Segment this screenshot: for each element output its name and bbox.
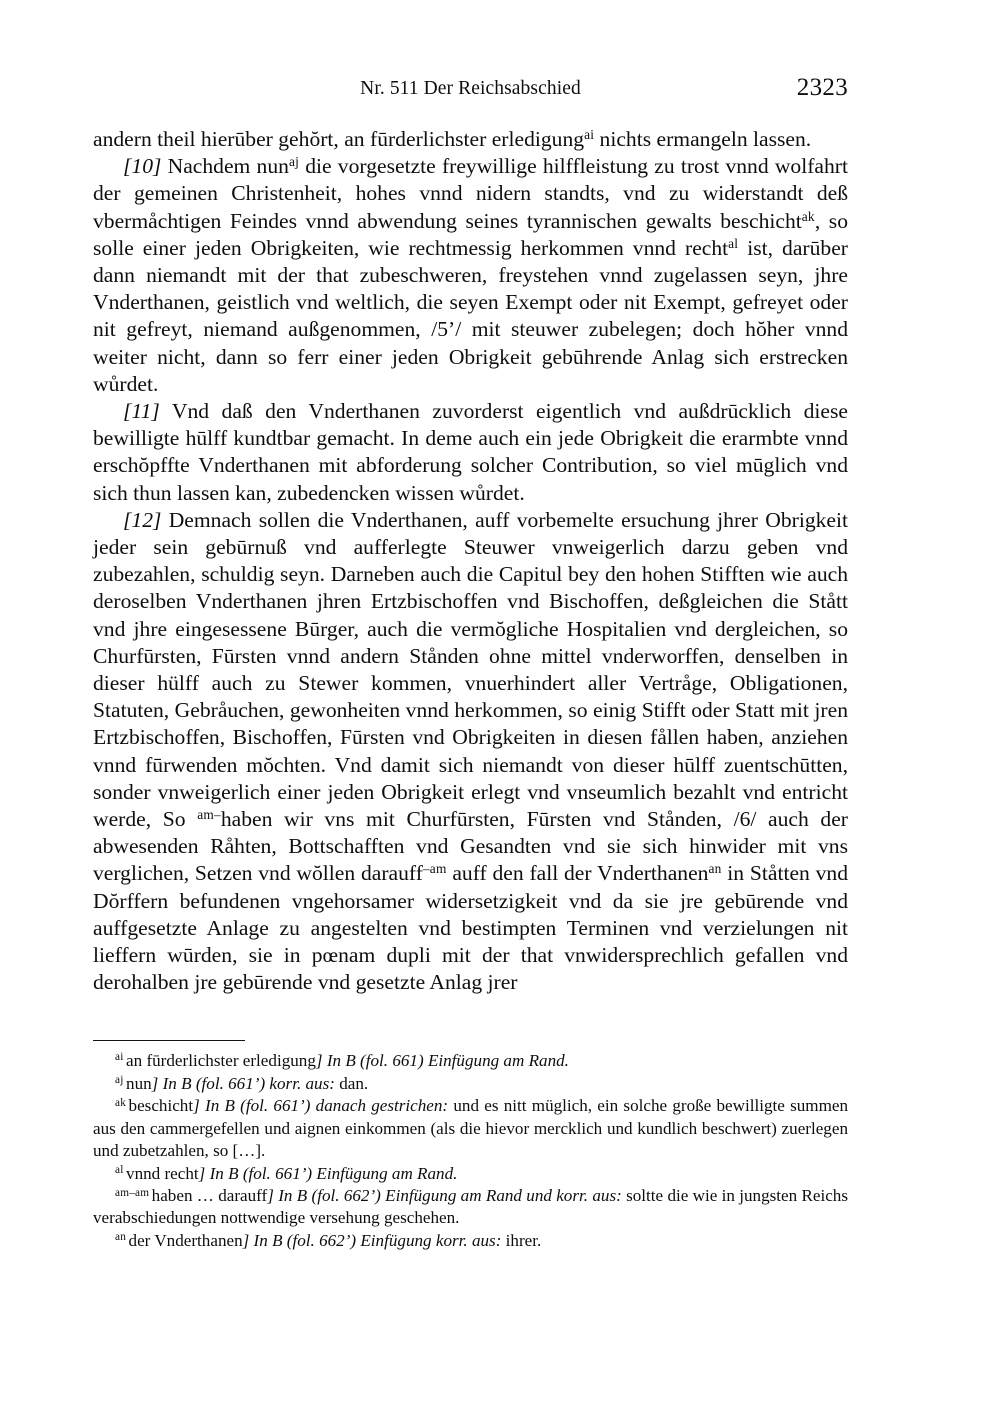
apparatus-siglum: am–	[197, 807, 221, 823]
paragraph-12	[93, 507, 848, 997]
lemma-bracket: ]	[315, 1051, 323, 1070]
running-head-title: Nr. 511 Der Reichsabschied	[360, 78, 581, 99]
apparatus-siglum: an	[708, 861, 722, 877]
footnote-siglum: ak	[115, 1096, 127, 1109]
lemma-text: und es nitt müglich, ein solche große bewilligte summen aus den cammergefellen und aignen einkommen (als die hievor mercklich und kundlich beschwert) zuerlegen und zubetzahlen, so […].	[93, 1096, 849, 1160]
page-number: 2323	[796, 74, 848, 101]
lemma-bracket: ]	[198, 1163, 206, 1183]
lemma-text: haben … darauff	[151, 1186, 268, 1206]
text-run: haben wir vns mit Churfūrsten, Fūrsten vnd Stånden,	[220, 807, 734, 832]
editorial-comment: In B (fol. 661’) korr. aus:	[158, 1073, 335, 1093]
lemma-text: vnnd recht	[126, 1163, 199, 1183]
note-ak	[93, 1095, 848, 1162]
text-run: mit steuwer zubelegen; doch hŏher vnnd weiter nicht, dann so ferr einer jeden Obrigkeit gebūhrende Anlag sich erstrecken wůrdet.	[93, 317, 849, 396]
text-run: ist, darūber dann niemandt mit der that zubeschweren, freystehen vnnd zugelassen seyn, jhre Vnderthanen, geistlich vnd weltlich, die seyen Exempt oder nit Exempt, gefreyet oder nit gefreyt, niemand außgenommen,	[93, 235, 848, 342]
footnote-list	[93, 1050, 848, 1252]
footnote-siglum: am–am	[115, 1186, 150, 1199]
paragraph-number: [10]	[123, 154, 162, 179]
paragraph-10	[93, 153, 848, 398]
footnote-separator-rule	[93, 1040, 245, 1041]
folio-marker: /6/	[733, 807, 757, 832]
apparatus-siglum: –am	[422, 861, 447, 877]
text-run: nichts ermangeln lassen.	[594, 127, 812, 151]
text-run: in Ståtten vnd Dŏrffern befundenen vngehorsamer widersetzigkeit vnd da sie jre gebūrende vnd auffgesetzte Anlage zu angestelten vnd bestimpten Terminen vnd verzielungen nit lieffern wūrden, sie in pœnam dupli mit der that vnwidersprechlich gefallen vnd derohalben jre gebūrende vnd gesetzte Anlag jrer	[93, 861, 849, 995]
running-head	[93, 74, 848, 124]
footnote-siglum: al	[115, 1163, 124, 1176]
note-aj	[93, 1073, 848, 1095]
editorial-comment: In B (fol. 661’) danach gestrichen:	[199, 1096, 449, 1116]
text-run: die vorgesetzte freywillige hilffleistung zu trost vnnd wolfahrt der gemeinen Christenheit, hohes vnnd nidern standts, vnd zu widerstandt deß vbermåchtigen Feindes vnnd abwendung seines tyrannischen gewalts beschicht	[93, 154, 848, 233]
folio-marker: /5’/	[431, 317, 462, 342]
note-al	[93, 1163, 848, 1185]
text-run: auch der abwesenden Råhten, Bottschafften vnd Gesandten vnd sie sich hinwider mit vns verglichen, Setzen vnd wŏllen darauff	[93, 807, 848, 886]
editorial-comment: In B (fol. 661’) Einfügung am Rand.	[205, 1163, 458, 1183]
text-run: andern theil hierūber gehŏrt, an fūrderlichster erledigung	[93, 127, 585, 151]
lemma-text: an fūrderlichster erledigung	[126, 1051, 316, 1070]
footnote-siglum: aj	[115, 1074, 124, 1087]
paragraph-number: [11]	[123, 399, 160, 424]
apparatus-siglum: ak	[801, 208, 815, 224]
continued-paragraph	[93, 126, 848, 153]
editorial-comment: In B (fol. 662’) Einfügung am Rand und korr. aus:	[273, 1186, 622, 1206]
body-text	[93, 126, 848, 997]
note-ai	[93, 1050, 848, 1072]
lemma-text: ihrer.	[501, 1231, 542, 1251]
lemma-text: beschicht	[128, 1096, 194, 1116]
paragraph-11	[93, 398, 848, 507]
lemma-bracket: ]	[193, 1096, 200, 1116]
text-run: , so solle einer jeden Obrigkeiten, wie rechtmessig herkommen vnnd recht	[93, 208, 848, 260]
lemma-bracket: ]	[151, 1073, 159, 1093]
document-page	[93, 0, 848, 1418]
lemma-text: dan.	[334, 1073, 369, 1093]
lemma-text: soltte die wie in jungsten Reichs verabschiedungen nottwendige versehung geschehen.	[93, 1186, 848, 1228]
note-am	[93, 1185, 848, 1229]
footnote-apparatus	[93, 1040, 848, 1253]
text-run: Demnach sollen die Vnderthanen, auff vorbemelte ersuchung jhrer Obrigkeit jeder sein gebūrnuß vnd aufferlegte Steuwer vnweigerlich darzu geben vnd zubezahlen, schuldig seyn. Darneben auch die Capitul bey den hohen Stifften wie auch deroselben Vnderthanen jhren Ertzbischoffen vnd Bischoffen, deßgleichen die Stått vnd jhre eingesessene Būrger, auch die vermŏgliche Hospitalien vnd dergleichen, so Churfūrsten, Fūrsten vnnd andern Stånden ohne mittel vnderworffen, denselben in dieser hülff auch zu Stewer kommen, vnuerhindert aller Vertråge, Obligationen, Statuten, Gebråuchen, gewonheiten vnnd herkommen, so einig Stifft oder Statt mit jren Ertzbischoffen, Bischoffen, Fūrsten vnd Obrigkeiten in diesen fållen haben, anziehen vnnd fūrwenden mŏchten. Vnd damit sich niemandt von dieser hūlff zuentschūtten, sonder vnweigerlich einer jeden Obrigkeit erlegt vnd vnseumlich bezahlt vnd entricht werde, So	[93, 507, 848, 832]
footnote-siglum: an	[115, 1231, 127, 1244]
lemma-bracket: ]	[242, 1231, 250, 1251]
editorial-comment: In B (fol. 661) Einfügung am Rand.	[322, 1051, 569, 1070]
lemma-text: nun	[126, 1073, 152, 1093]
apparatus-siglum: ai	[584, 127, 595, 143]
footnote-siglum: ai	[115, 1051, 124, 1064]
editorial-comment: In B (fol. 662’) Einfügung korr. aus:	[249, 1231, 502, 1251]
apparatus-siglum: aj	[288, 154, 300, 170]
paragraph-number: [12]	[123, 507, 162, 532]
text-run: auff den fall der Vnderthanen	[446, 861, 709, 886]
lemma-bracket: ]	[267, 1186, 274, 1206]
apparatus-siglum: al	[728, 235, 739, 251]
lemma-text: der Vnderthanen	[128, 1231, 243, 1251]
text-run: Nachdem nun	[161, 154, 289, 179]
text-run: Vnd daß den Vnderthanen zuvorderst eigentlich vnd außdrūcklich diese bewilligte hūlff kundtbar gemacht. In deme auch ein jede Obrigkeit die erarmbte vnnd erschŏpffte Vnderthanen mit abforderung solcher Contribution, so viel mūglich vnd sich thun lassen kan, zubedencken wissen wůrdet.	[93, 399, 848, 505]
note-an	[93, 1230, 848, 1252]
